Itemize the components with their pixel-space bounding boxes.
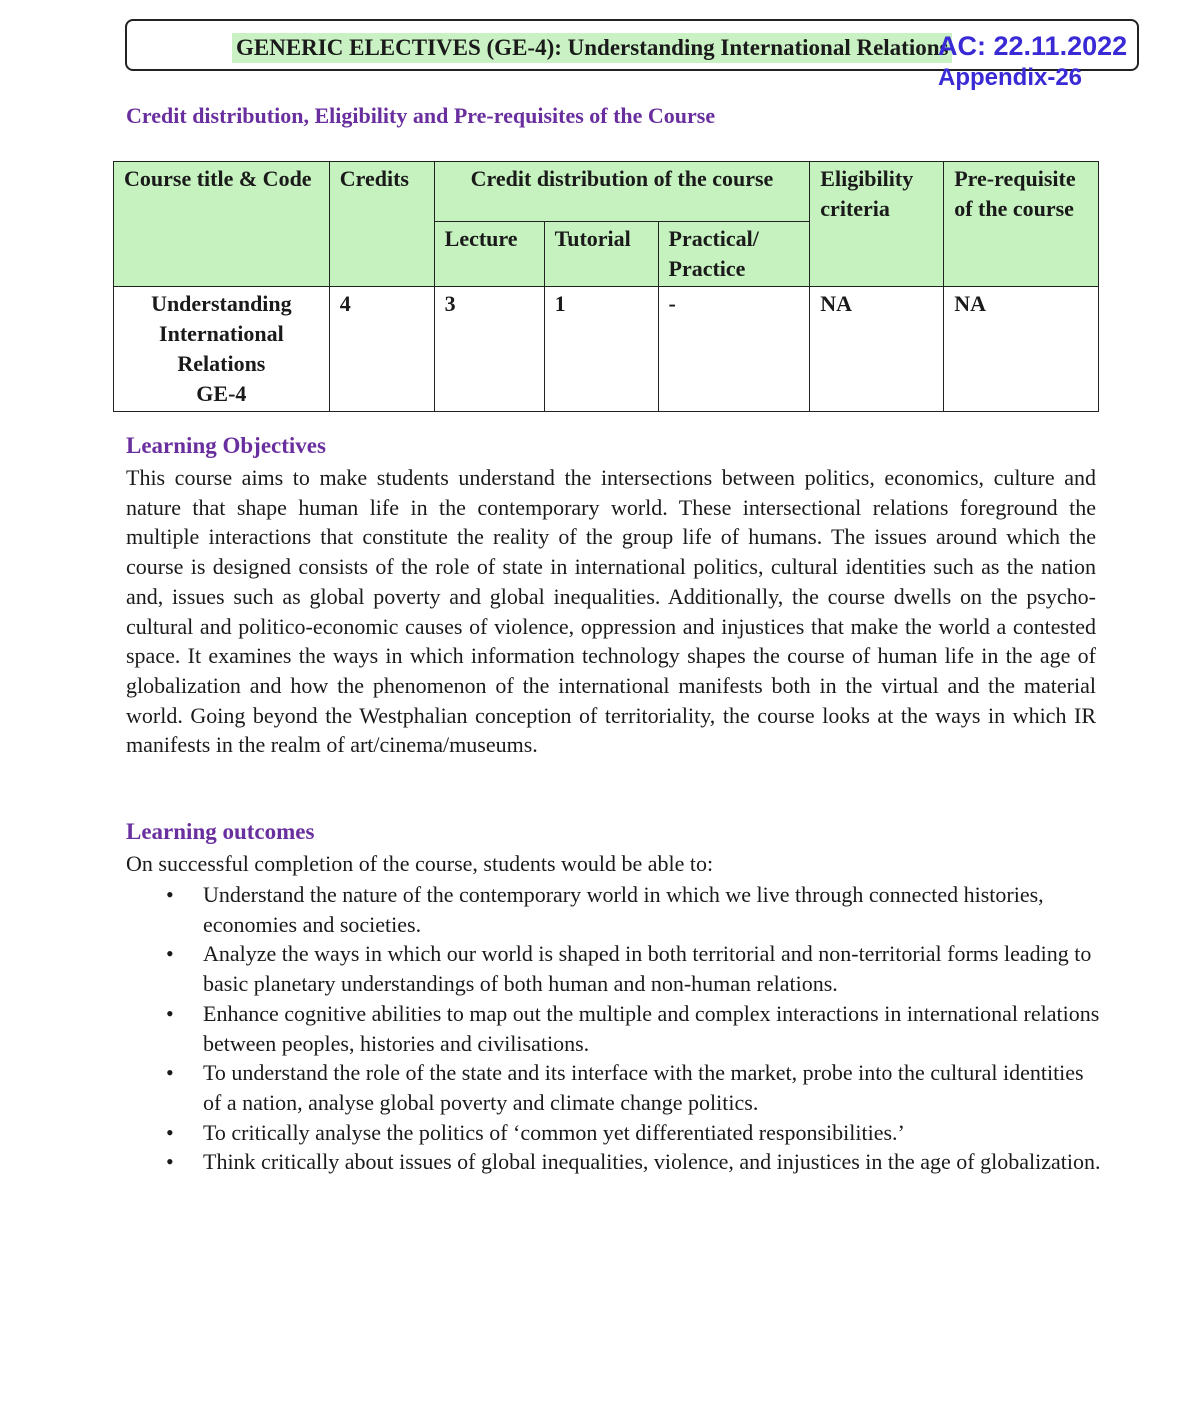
learning-outcomes-intro: On successful completion of the course, students would be able to: <box>126 851 714 876</box>
list-item: • Analyze the ways in which our world is shaped in both territorial and non-territorial forms leading to basic planetary understandings of both human and non-human relations. <box>166 941 1092 997</box>
header-practical: Practical/ Practice <box>658 222 810 287</box>
approval-date-stamp: AC: 22.11.2022 <box>938 31 1128 61</box>
bullet-icon: • <box>166 1060 174 1086</box>
bullet-icon: • <box>166 1149 174 1175</box>
cell-lecture: 3 <box>434 287 544 412</box>
list-item: • Think critically about issues of global inequalities, violence, and injustices in the age of globalization. <box>126 1147 1101 1177</box>
list-item: • Enhance cognitive abilities to map out the multiple and complex interactions in international relations between peoples, histories and civilisations. <box>166 1000 1100 1056</box>
cell-credits: 4 <box>329 287 434 412</box>
appendix-label: Appendix-26 <box>938 64 1083 91</box>
learning-outcomes-heading: Learning outcomes <box>126 819 315 844</box>
header-course-title: Course title & Code <box>114 162 330 287</box>
document-title: GENERIC ELECTIVES (GE-4): Understanding International Relations <box>232 33 952 63</box>
bullet-icon: • <box>166 1000 174 1026</box>
header-lecture: Lecture <box>434 222 544 287</box>
bullet-icon: • <box>166 941 174 967</box>
list-item: • To understand the role of the state and its interface with the market, probe into the cultural identities of a nation, analyse global poverty and climate change politics. <box>166 1060 1084 1115</box>
bullet-icon: • <box>166 882 174 907</box>
course-code: GE-4 <box>196 381 247 406</box>
header-credits: Credits <box>329 162 434 287</box>
bullet-icon: • <box>166 1119 174 1145</box>
header-eligibility: Eligibility criteria <box>810 162 944 287</box>
learning-objectives-heading: Learning Objectives <box>126 433 326 458</box>
learning-objectives-text: This course aims to make students understand the intersections between politics, economics, culture and nature that shape human life in the contemporary world. These intersectional relations foreground the multiple interactions that constitute the reality of the group life of humans. The issues around which the course is designed consists of the role of state in international politics, cultural identities such as the nation and, issues such as global poverty and global inequalities. Additionally, the course dwells on the psycho-cultural and politico-economic causes of violence, oppression and injustices that make the world a contested space. It examines the ways in which information technology shapes the course of human life in the age of globalization and how the phenomenon of the international manifests both in the virtual and the material world. Going beyond the Westphalian conception of territoriality, the course looks at the ways in which IR manifests in the realm of art/cinema/museums. <box>126 465 1096 758</box>
list-item: • To critically analyse the politics of ‘common yet differentiated responsibilities.’ <box>126 1118 1101 1148</box>
course-name: Understanding International Relations <box>151 291 292 376</box>
cell-eligibility: NA <box>810 287 944 412</box>
cell-tutorial: 1 <box>544 287 658 412</box>
header-prerequisite: Pre-requisite of the course <box>944 162 1099 287</box>
table-row <box>114 287 1099 412</box>
credit-distribution-heading: Credit distribution, Eligibility and Pre-requisites of the Course <box>126 103 716 128</box>
list-item: • Understand the nature of the contemporary world in which we live through connected histories, economies and societies. <box>166 882 1044 937</box>
cell-course-name <box>114 287 330 412</box>
header-tutorial: Tutorial <box>544 222 658 287</box>
cell-prerequisite: NA <box>944 287 1099 412</box>
header-credit-distribution: Credit distribution of the course <box>434 162 810 222</box>
credit-distribution-table <box>113 161 1099 412</box>
learning-outcomes-list <box>126 880 1101 1177</box>
cell-practical: - <box>658 287 810 412</box>
